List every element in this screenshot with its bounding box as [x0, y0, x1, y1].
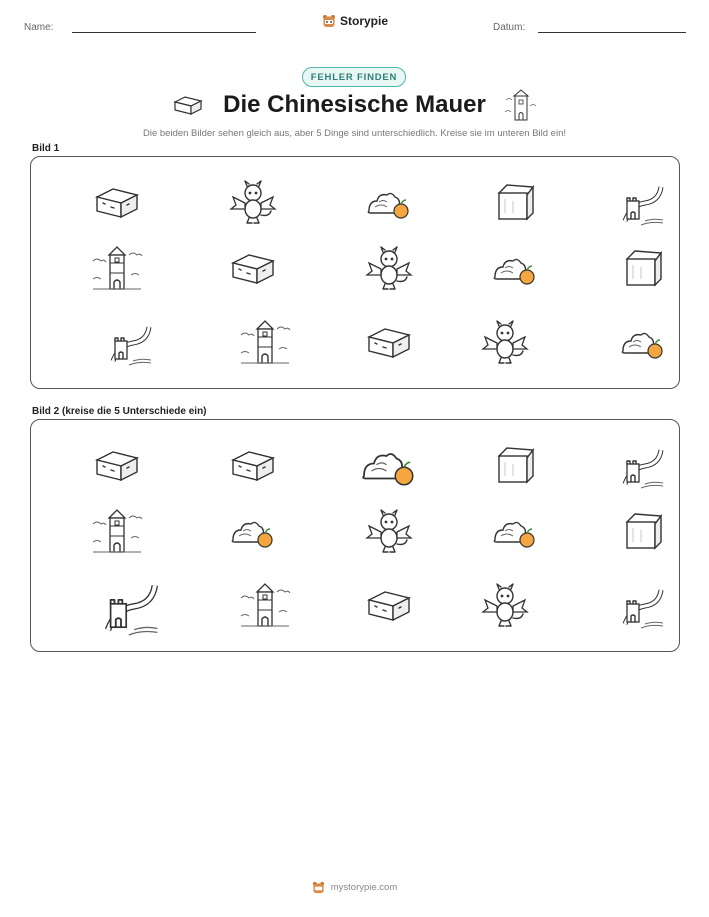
great-wall-icon[interactable] [95, 570, 168, 643]
dumpling-orange-icon[interactable] [225, 504, 281, 560]
name-label: Name: [24, 22, 54, 33]
cube-icon [615, 241, 671, 297]
bear-icon [322, 14, 336, 28]
dumpling-orange-icon [487, 241, 543, 297]
cube-icon[interactable] [615, 504, 671, 560]
brick-icon[interactable] [361, 578, 417, 634]
great-wall-icon[interactable] [615, 438, 671, 494]
dragon-icon [361, 241, 417, 297]
dumpling-orange-icon [615, 315, 671, 371]
dumpling-orange-icon [361, 175, 417, 231]
dragon-icon[interactable] [477, 578, 533, 634]
brick-icon [225, 241, 281, 297]
great-wall-icon[interactable] [615, 578, 671, 634]
brick-icon[interactable] [89, 438, 145, 494]
date-line[interactable] [538, 32, 686, 33]
page-title: Die Chinesische Mauer [223, 91, 486, 118]
brick-icon [361, 315, 417, 371]
dumpling-orange-icon[interactable] [487, 504, 543, 560]
picture1-label: Bild 1 [32, 143, 60, 154]
tower-icon[interactable] [237, 578, 293, 634]
name-line[interactable] [72, 32, 256, 33]
dumpling-orange-icon[interactable] [354, 431, 424, 501]
instructions-text: Die beiden Bilder sehen gleich aus, aber 5 Dinge sind unterschiedlich. Kreise sie im unteren Bild ein! [143, 128, 566, 139]
picture2-frame[interactable] [30, 419, 680, 652]
tower-icon [237, 315, 293, 371]
great-wall-icon [103, 315, 159, 371]
dragon-icon [477, 315, 533, 371]
cube-icon [487, 175, 543, 231]
tower-icon [89, 241, 145, 297]
footer-url: mystorypie.com [330, 882, 398, 893]
great-wall-icon [615, 175, 671, 231]
dragon-icon [225, 175, 281, 231]
tower-icon [504, 86, 538, 122]
brick-icon[interactable] [225, 438, 281, 494]
picture2-label: Bild 2 (kreise die 5 Unterschiede ein) [32, 406, 207, 417]
brick-icon [89, 175, 145, 231]
picture1-frame [30, 156, 680, 389]
brand-name: Storypie [340, 14, 389, 28]
footer [0, 881, 709, 894]
bear-icon [312, 881, 325, 894]
dragon-icon[interactable] [361, 504, 417, 560]
brand-logo [322, 14, 388, 28]
tower-icon[interactable] [89, 504, 145, 560]
date-label: Datum: [493, 22, 526, 33]
category-badge: FEHLER FINDEN [302, 67, 406, 87]
cube-icon[interactable] [487, 438, 543, 494]
